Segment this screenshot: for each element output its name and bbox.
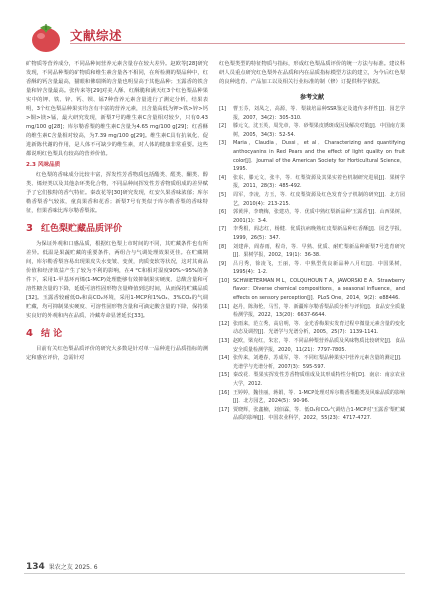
page-number: 134 (26, 562, 45, 572)
reference-item (219, 105, 405, 122)
reference-item (219, 406, 405, 423)
reference-item (219, 303, 405, 320)
page-header (0, 0, 427, 58)
reference-item (219, 371, 405, 388)
reference-text: 王婷婷，魏佳丽，蒋娟，等．1-MCP处理对库尔勒香梨酯类及风味品质的影响[J]．北方园艺，2024(5)：90-96. (233, 389, 405, 405)
reference-index: [13] (219, 338, 230, 345)
reference-index: [8] (219, 243, 227, 250)
reference-item (219, 243, 405, 260)
reference-text: 郭黄萍，李晓梅，张建功，等．优质中熟红梨新品种'玉露香'[J]．山西果树，2001(1)：3-4. (233, 209, 405, 224)
reference-text: 吕月秀，徐凌飞，王丽，等．中熟型优良新品种八月红[J]．中国果树，1995(4)：1-2. (233, 260, 405, 276)
references-title: 参考文献 (299, 94, 324, 101)
reference-index: [11] (219, 303, 230, 310)
reference-text: 李秀根，阎志红，杨健．优质抗病晚熟红皮梨新品种红香酥[J]．园艺学报，1999，26(5)：347. (233, 226, 405, 241)
reference-text: 秦改花．梨果实挥发性芳香物质组成及其形成特性分析[D]．南京：南京农业大学，2012. (233, 372, 405, 387)
reference-item (219, 389, 405, 406)
reference-text: 张传来，刘遵春，苏成军，等．不同红梨品种果实中营养元素含量的测定[J]．光谱学与光谱分析，2007(3)：595-597. (233, 355, 405, 370)
reference-index: [1] (219, 106, 227, 112)
reference-item (219, 260, 405, 277)
section-number: 4 (26, 328, 33, 339)
section-number: 3 (26, 223, 33, 234)
references-list (219, 105, 405, 423)
body-paragraph: 目前有关红色梨品质评价的研究大多数是针对单一品种进行品质指标的测定和感官评价，急需针对 (26, 346, 208, 361)
journal-issue: 果农之友 2025. 6 (48, 564, 98, 571)
reference-text: 张东，滕元文，张丰，等．红梨资源及其果实着色机制研究进展[J]．果树学报，2011，28(3)：485-492. (233, 174, 405, 190)
reference-index: [12] (219, 320, 230, 327)
tomato-logo-icon (26, 20, 64, 54)
section-tag: 文献综述 (70, 28, 123, 43)
right-column (219, 60, 405, 423)
reference-text: 周军，李凌，方玉，等．红皮梨资源及红色发育分子机制的研究[J]．北方园艺，2010(4)：213-215. (233, 191, 405, 207)
reference-index: [3] (219, 140, 227, 147)
reference-item (219, 277, 405, 303)
reference-text: 赵欧，梁克红，朱宏，等．不同品种梨营养品质及风味物质比较研究[J]．食品安全质量检测学报，2020，11(21)：7797-7805. (233, 338, 405, 353)
reference-text: 张雨来，范立秀，高启明，等．金光香梅果实发育过程中微量元素含量的变化动态及调控[J]．光谱学与光谱分析，2005，25(7)：1139-1141. (233, 320, 405, 336)
body-paragraph: 矿物质等营养成分，不同品种间营养元素含量存在较大差异。赵欧等[28]研究发现，不同品种梨的矿物质和维生素含量各不相同，在所检测的梨品种中，红香酥的钙含量最高，猫眼和佛瑞斯的含量也明显高于其他品种；玉露香的铁含量和锌含量最高。张传来等[29]对美人酥、红酥脆和满天红3个红色梨品种果实中的钾、铁、锌、钙、钡、锰7种营养元素含量进行了测定分析，结果表明，3个红色梨品种果实均含有丰富的营养元素，且含量高低为钾>铁>锌>钙>铜>镁>锰，最大研究发现，新梨7号的维生素C含量相对较少，只有0.43 mg/100 g[28]；库尔勒香梨的维生素C含量为4.65 mg/100 g[29]；红香酥的维生素C含量相对较高，为7.39 mg/100 g[29]。维生素C具有抗氧化、促进新陈代谢的作用，是人体不可缺少的维生素，对人体的健康非常重要。这些都说明红色梨具有较高的营养价值。 (26, 61, 208, 157)
reference-text: 曹玉芬，刘凤之，高源，等．梨栽培品种SSR鉴定及遗传多样性[J]．园艺学报，2007，34(2)：305-310. (233, 106, 405, 121)
body-paragraph: 红色梨的香味成分比较丰富，挥发性芳香物质包括酯类、醛类、酮类、醇类、烯烃类以及其他杂环类化合物，不同品种间挥发性芳香物质组成的差异赋予了它们独特的香气特征。秦改花等[30]研究发现，红安久果香味浓郁；库尔勒香梨香气较浓，童真果香和花香；新梨7号有类似于库尔勒香梨的香味特征，但果香味比库尔勒香梨浓。 (26, 172, 208, 214)
reference-item (219, 139, 405, 173)
subsection-heading: 2.3 风味品质 (26, 162, 61, 168)
reference-index: [2] (219, 123, 227, 130)
reference-item (219, 191, 405, 208)
reference-item (219, 320, 405, 337)
reference-index: [6] (219, 209, 227, 216)
header-divider (70, 43, 405, 44)
reference-text: SCHWIETERMAN M L，COLQUHOUN T A，JAWORSKI E A．Strawberry flavor：Diverse chemical compositions，a seasonal influence，and effects on sensory perception[J]．PLoS One，2014，9(2)：e88446. (233, 277, 405, 302)
reference-index: [5] (219, 191, 227, 198)
reference-text: 滕元文，沈玉英，周先章，等．砂梨果皮锈斑成因及解决对策[J]．中国南方果树，2005，34(3)：52-54. (233, 123, 405, 138)
reference-item (219, 208, 405, 225)
reference-item (219, 337, 405, 354)
reference-text: 贾晓辉，张鑫楠，刘佰霖，等．低O₂和CO₂气调结合1-MCP对'玉露香'梨贮藏品质的影响[J]．中国农业科学，2022，55(23)：4717-4727. (233, 406, 405, 422)
body-paragraph: 红色梨类型的特征物质与指标，形成红色梨品质评价的统一方法与标准。建议科研人员重点研究红色梨外在品质和内在品质指标模型方法的建立，为今后红色梨的良种选育、产品加工以及相关行业标准的制（修）订提供科学依据。 (219, 61, 405, 85)
section-heading (26, 224, 208, 234)
reference-index: [15] (219, 372, 230, 379)
reference-index: [10] (219, 277, 230, 284)
reference-index: [7] (219, 226, 227, 233)
reference-index: [17] (219, 406, 230, 413)
reference-text: 刘建萍，阎春雨，程奇，等．早熟、优质、耐贮梨新品种新梨7号选育研究[J]．果树学报，2002，19(1)：36-38. (233, 243, 405, 259)
reference-item (219, 122, 405, 139)
reference-index: [4] (219, 174, 227, 181)
reference-index: [14] (219, 355, 230, 362)
reference-index: [9] (219, 260, 227, 267)
reference-item (219, 174, 405, 191)
body-paragraph: 为保证外观和口感品质，根据红色梨上市时间的不同，其贮藏条件也有所差异。低温是果蔬贮藏的重要条件，两组合与气调处理效果更佳。在贮藏期间，库尔勒香梨容易出现果皮失水变皱、变黄，肉质变软等状况，这对其商品价值和经济效益产生了较为不利的影响，在4 °C和相对湿度90%~95%的条件下，采用1-甲基环丙烯(1-MCP)处理能够有效抑制果实硬度、总酸含量和可溶性糖含量的下降，延缓可溶性固形物含量峰值到达时间，从而保持贮藏品质[32]。玉露香较耐低O₂和高CO₂环境，采用1-MCP和1%O₂、3%CO₂的气调贮藏，均可抑制果实硬度、可溶性固形物含量和可滴定酸含量的下降，保持果实良好的外观和内在品质，冷藏寿命显著延长[33]。 (26, 241, 208, 319)
reference-text: 赵丹，陈海伦，马雪，等．新疆库尔勒香梨品质分析与评价[J]．食品安全质量检测学报，2022，13(20)：6637-6644. (233, 303, 405, 319)
reference-item (219, 225, 405, 242)
section-title: 红色梨贮藏品质评价 (40, 224, 122, 234)
page-footer (26, 562, 98, 572)
reference-text: Maria，Claudia，Dussi，et al．Characterizing and quantifying anthocyanins in Red Pears and the effect of light quality on fruit color[J]．Journal of the American Society for Horticultural Science，1995. (233, 140, 405, 173)
section-heading (26, 329, 208, 339)
reference-item (219, 354, 405, 371)
reference-index: [16] (219, 389, 230, 396)
left-column (26, 60, 208, 363)
section-title: 结 论 (40, 329, 63, 339)
footer-divider (24, 573, 405, 574)
